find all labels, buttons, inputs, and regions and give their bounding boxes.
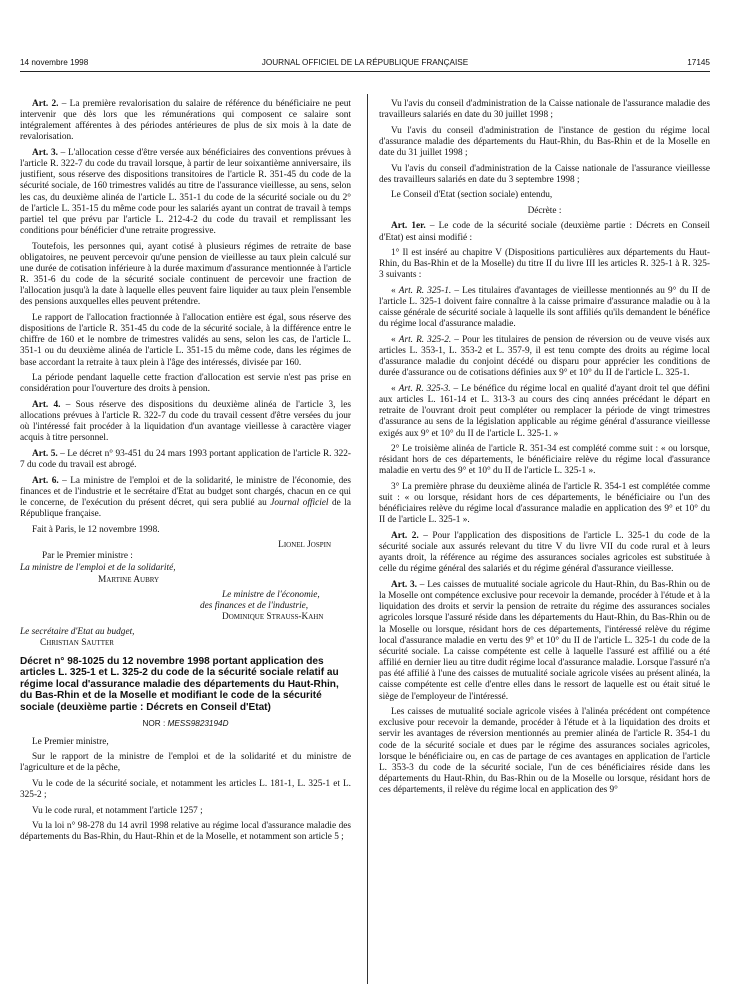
ministre-economie-2: des finances et de l'industrie, [200, 600, 309, 611]
right-column [379, 99, 710, 984]
paragraph-3: 3° La première phrase du deuxième alinéa de l'article R. 354-1 est complétée comme suit : « ou lorsque, résidant hors de ces départements, le bénéficiaire ou l'un des bénéficiaires relève du régime local d'assurance maladie en application des 9° et 10° du II de l'article L. 325-1 ». [379, 481, 710, 526]
article-2 [379, 531, 710, 576]
nor-reference [20, 718, 351, 729]
paragraph-caisses: Les caisses de mutualité sociale agricole visées à l'alinéa précédent ont compétence exclusive pour recevoir la demande, procéder à l'étude et à la liquidation des droits et servir les avantages de réversion mentionnés au premier alinéa de l'article R. 354-1 du code de la sécurité sociale et dues par le régime des assurances sociales agricoles, lorsque le bénéficiaire ou, en cas de partage de ces avantages en application de l'article L. 353-3 du code de la sécurité sociale, l'un de ces bénéficiaires réside dans les départements du Haut-Rhin, du Bas-Rhin ou de la Moselle ou lorsque, résidant hors de ces départements, il relève du régime local en application des 9° [379, 707, 710, 796]
nor-code: MESS9823194D [167, 718, 229, 728]
paragraph-periode: La période pendant laquelle cette fraction d'allocation est servie n'est pas prise en considération pour l'ouverture des droits à pension. [20, 373, 351, 395]
column-divider [367, 94, 368, 984]
article-text: – Pour les titulaires de pension de réversion ou de veuve visés aux articles L. 353-1, L. 353-2 et L. 357-9, il est tenu compte des droits au régime local d'assurance maladie du conjoint décédé ou disparu pour apprécier les conditions de durée d'assurance ou de cotisations définies aux 9° et 10° du II de l'article L. 325-1. [379, 334, 710, 379]
article-label: Art. 6. [32, 475, 59, 486]
article-3 [379, 580, 710, 703]
signature-sautter: Christian Sautter [40, 638, 114, 649]
article-label: Art. R. 325-3. [398, 383, 451, 394]
article-label: Art. 1er. [391, 221, 426, 232]
article-text: – Les titulaires d'avantages de vieillesse mentionnés au 9° du II de l'article L. 325-1 doivent faire connaître à la caisse primaire d'assurance maladie ou à la caisse générale de sécurité sociale à laquelle ils sont affiliés qu'ils demandent le bénéfice du régime local d'assurance maladie. [379, 285, 710, 330]
left-column [20, 99, 351, 984]
article-3 [20, 148, 351, 237]
vu-avis-instance: Vu l'avis du conseil d'administration de l'instance de gestion du régime local d'assurance maladie des départements du Haut-Rhin, du Bas-Rhin et de la Moselle en date du 31 juillet 1998 ; [379, 125, 710, 159]
header-date: 14 novembre 1998 [20, 58, 89, 67]
paragraph-2: 2° Le troisième alinéa de l'article R. 351-34 est complété comme suit : « ou lorsque, résidant hors de ces départements, le bénéficiaire relève du régime local d'assurance maladie en vertu des 9° et 10° du II de l'article L. 325-1 ». [379, 444, 710, 477]
fait-a-paris: Fait à Paris, le 12 novembre 1998. [32, 524, 160, 535]
vu-loi: Vu la loi n° 98-278 du 14 avril 1998 relative au régime local d'assurance maladie des départements du Bas-Rhin, du Haut-Rhin et de la Moselle, et notamment son article 5 ; [20, 821, 351, 843]
article-label: Art. 2. [391, 531, 419, 541]
paragraph-rapport: Le rapport de l'allocation fractionnée à l'allocation entière est égal, sous réserve des dispositions de l'article R. 351-45 du code de la sécurité sociale, à la différence entre le chiffre de 160 et le nombre de trimestres validés au sens, selon les cas, de l'article L. 351-1 ou du deuxième alinéa de l'article L. 351-15 du même code, dans les régimes de base accordant la retraite à taux plein à l'âge des intéressés, divisée par 160. [20, 312, 351, 368]
nor-label: NOR : [142, 718, 168, 728]
ministre-emploi: La ministre de l'emploi et de la solidarité, [20, 563, 176, 574]
article-text: – Le décret n° 93-451 du 24 mars 1993 portant application de l'article R. 322-7 du code du travail est abrogé. [20, 448, 351, 471]
signature-strauss-kahn: Dominique Strauss-Kahn [222, 612, 324, 623]
vu-code-rural: Vu le code rural, et notamment l'article 1257 ; [32, 805, 203, 816]
par-le-premier-ministre: Par le Premier ministre : [42, 551, 133, 562]
premier-ministre: Le Premier ministre, [32, 736, 109, 747]
article-r325-3: « Art. R. 325-3. – Le bénéfice du régime local en qualité d'ayant droit tel que défini aux articles L. 161-14 et L. 313-3 au cours des cinq années précédant le départ en retraite de l'ouvrant droit peut compléter ou remplacer la période de vingt trimestres d'assurance au sens de la législation applicable au régime général d'assurance vieillesse exigés aux 9° et 10° du II de l'article L. 325-1. » [379, 383, 710, 439]
header-journal-title: JOURNAL OFFICIEL DE LA RÉPUBLIQUE FRANÇAISE [261, 58, 469, 67]
paragraph-1: 1° Il est inséré au chapitre V (Dispositions particulières aux départements du Haut-Rhin, du Bas-Rhin et de la Moselle) du titre II du livre III les articles R. 325-1 à R. 325-3 suivants : [379, 248, 710, 281]
decrete: Décrète : [527, 205, 562, 216]
header-page-number: 17145 [687, 58, 710, 67]
article-r325-1: « Art. R. 325-1. – Les titulaires d'avantages de vieillesse mentionnés au 9° du II de l'article L. 325-1 doivent faire connaître à la caisse primaire d'assurance maladie ou à la caisse générale de sécurité sociale à laquelle ils sont affiliés qu'ils demandent le bénéfice du régime local d'assurance maladie. [379, 285, 710, 330]
article-r325-2: « Art. R. 325-2. – Pour les titulaires de pension de réversion ou de veuve visés aux articles L. 353-1, L. 353-2 et L. 357-9, il est tenu compte des droits au régime local d'assurance maladie du conjoint décédé ou disparu pour apprécier les conditions de durée d'assurance ou de cotisations définies aux 9° et 10° du II de l'article L. 325-1. [379, 334, 710, 379]
signature-jospin: Lionel Jospin [278, 540, 331, 551]
article-text: – Le code de la sécurité sociale (deuxième partie : Décrets en Conseil d'Etat) est ainsi modifié : [379, 221, 710, 243]
article-text: – L'allocation cesse d'être versée aux bénéficiaires des conventions prévues à l'article R. 322-7 du code du travail lorsque, à partir de leur soixantième anniversaire, ils justifient, sous réserve des dispositions transitoires de l'article R. 351-45 du code de la sécurité sociale, de 160 trimestres validés au titre de l'assurance vieillesse, au sens, selon les cas, du deuxième alinéa de l'article L. 351-1 du code de la sécurité sociale ou du 2° de l'article L. 351-15 du même code pour les salariés ayant un contrat de travail à temps partiel tel que prévu par l'article L. 212-4-2 du code du travail et remplissant les conditions pour bénéficier d'une retraite progressive. [20, 148, 351, 237]
article-label: Art. 3. [391, 580, 418, 591]
article-2 [20, 99, 351, 144]
article-text: – Pour l'application des dispositions de l'article L. 325-1 du code de la sécurité sociale aux assurés relevant du titre V du livre VII du code rural et à leurs ayants droit, la référence au régime des assurances sociales agricoles est substituée à celle du régime général des salariés et du régime général d'assurance vieillesse. [379, 531, 710, 575]
article-text: – La première revalorisation du salaire de référence du bénéficiaire ne peut intervenir que dès lors que les rémunérations qui composent ce salaire sont intégralement afférentes à des périodes antérieures de plus de six mois à la date de revalorisation. [20, 99, 351, 143]
ministre-economie-1: Le ministre de l'économie, [222, 589, 320, 600]
article-text: – Les caisses de mutualité sociale agricole du Haut-Rhin, du Bas-Rhin ou de la Moselle ont compétence exclusive pour recevoir la demande, procéder à l'étude et à la liquidation des droits et servir la pension de retraite du régime des assurances sociales agricoles lorsque l'assuré réside dans les départements du Haut-Rhin, du Bas-Rhin ou de la Moselle ou lorsque, résidant hors de ces départements, l'intéressé relève du régime local d'assurance maladie en vertu des 9° et 10° du II de l'article L. 325-1 du code de la sécurité sociale. La caisse compétente est celle à laquelle l'assuré est affilié ou a été affilié en dernier lieu au titre dudit régime local d'assurance maladie. Lorsque l'assuré n'a pas été affilié à l'une des caisses de mutualité sociale agricole visées au présent alinéa, la caisse compétente est celle d'entre elles dans le ressort de laquelle est ou était situé le siège de l'employeur de l'intéressé. [379, 580, 710, 702]
article-1 [379, 221, 710, 243]
secretaire-budget: Le secrétaire d'Etat au budget, [20, 627, 135, 638]
article-label: Art. 2. [32, 99, 59, 109]
article-text: – Le bénéfice du régime local en qualité d'ayant droit tel que défini aux articles L. 161-14 et L. 313-3 au cours des cinq années précédant le départ en retraite de l'ouvrant droit peut compléter ou remplacer la période de vingt trimestres d'assurance au sens de la législation applicable au régime général d'assurance vieillesse exigés aux 9° et 10° du II de l'article L. 325-1. » [379, 383, 710, 439]
article-label: Art. 5. [32, 448, 58, 459]
article-5 [20, 449, 351, 471]
article-label: Art. 4. [32, 399, 61, 410]
vu-code-securite-sociale: Vu le code de la sécurité sociale, et notamment les articles L. 181-1, L. 325-1 et L. 325-2 ; [20, 778, 351, 801]
signature-aubry: Martine Aubry [98, 574, 160, 585]
article-text: – Sous réserve des dispositions du deuxième alinéa de l'article 3, les allocations prévues à l'article R. 322-7 du code du travail cessent d'être versées du jour où l'intéressé fait procéder à la liquidation d'un avantage vieillesse à caractère viager acquis à titre personnel. [20, 399, 351, 444]
sur-le-rapport: Sur le rapport de la ministre de l'emploi et de la solidarité et du ministre de l'agriculture et de la pêche, [20, 752, 351, 774]
conseil-etat: Le Conseil d'Etat (section sociale) entendu, [391, 190, 553, 201]
header-rule [20, 71, 710, 72]
journal-officiel-ref: Journal officiel [270, 497, 329, 508]
article-text: – La ministre de l'emploi et de la solidarité, le ministre de l'économie, des finances et de l'industrie et le secrétaire d'Etat au budget sont chargés, chacun en ce qui le concerne, de l'exécution du présent décret, qui sera publié au [20, 475, 351, 508]
vu-avis-cnamts: Vu l'avis du conseil d'administration de la Caisse nationale de l'assurance maladie des travailleurs salariés en date du 30 juillet 1998 ; [379, 99, 710, 121]
article-label: Art. R. 325-2. [398, 334, 452, 345]
decret-title: Décret n° 98-1025 du 12 novembre 1998 portant application des articles L. 325-1 et L. 325-2 du code de la sécurité sociale relatif au régime local d'assurance maladie des départements du Haut-Rhin, du Bas-Rhin et de la Moselle et modifiant le code de la sécurité sociale (deuxième partie : Décrets en Conseil d'Etat) [20, 655, 339, 713]
article-text: de la République française. [20, 497, 351, 520]
article-label: Art. R. 325-1. [398, 285, 452, 296]
article-label: Art. 3. [32, 148, 58, 159]
article-6 [20, 476, 351, 521]
article-4 [20, 400, 351, 445]
vu-avis-cnav: Vu l'avis du conseil d'administration de la Caisse nationale de l'assurance vieillesse des travailleurs salariés en date du 3 septembre 1998 ; [379, 163, 710, 185]
paragraph-toutefois: Toutefois, les personnes qui, ayant cotisé à plusieurs régimes de retraite de base obligatoires, ne peuvent percevoir qu'une pension de vieillesse au taux plein calculé sur une durée de cotisation inférieure à la durée maximum d'assurance mentionnée à l'article R. 351-6 du code de la sécurité sociale continuent de percevoir une fraction de l'allocation jusqu'à la date à laquelle elles peuvent faire liquider au taux plein l'ensemble des pensions auxquelles elles peuvent prétendre. [20, 241, 351, 308]
